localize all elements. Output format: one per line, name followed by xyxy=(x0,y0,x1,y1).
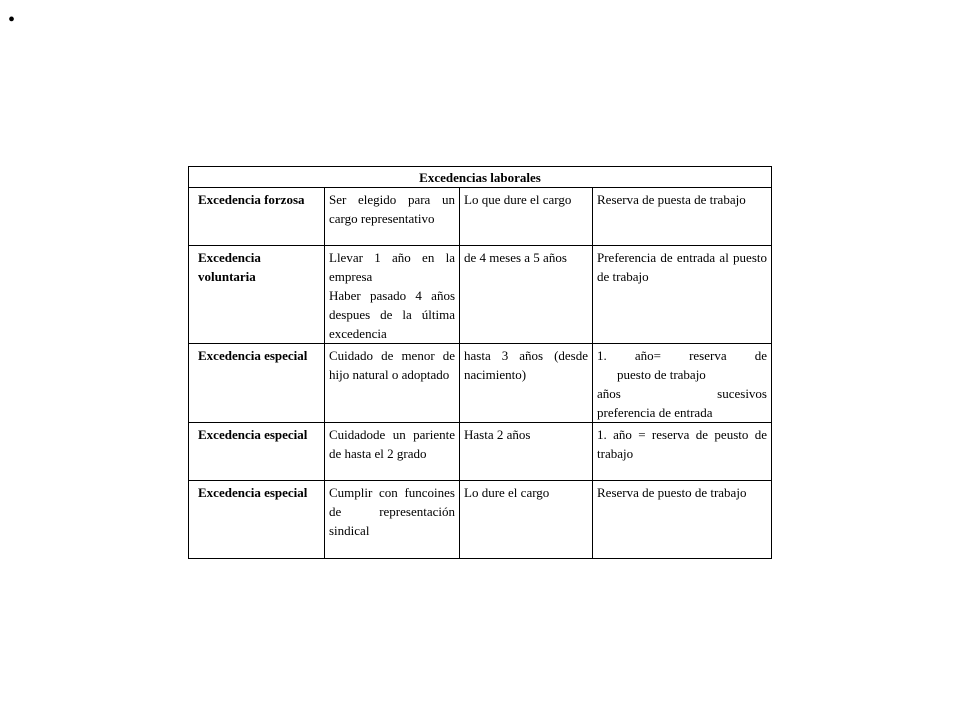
requirement-line: Cuidadode un pariente de hasta el 2 grado xyxy=(329,427,455,461)
table-title: Excedencias laborales xyxy=(189,167,772,188)
right-cell xyxy=(593,344,772,423)
requirement-line: Haber pasado 4 años despues de la última excedencia xyxy=(329,288,455,341)
table-title-row xyxy=(189,167,772,188)
table-row xyxy=(189,246,772,344)
duration-cell: Hasta 2 años xyxy=(460,423,593,481)
right-cell xyxy=(593,481,772,559)
right-line: puesto de trabajo xyxy=(617,367,706,382)
excedencias-table xyxy=(188,166,772,559)
requirement-cell xyxy=(325,344,460,423)
requirement-cell xyxy=(325,246,460,344)
duration-cell: Lo que dure el cargo xyxy=(460,188,593,246)
right-line: 1. año = reserva de peusto de trabajo xyxy=(597,427,767,461)
excedencia-type-cell: Excedencia especial xyxy=(189,344,325,423)
right-line: años sucesivos xyxy=(597,386,767,401)
requirement-line: Ser elegido para un cargo representativo xyxy=(329,192,455,226)
bullet-marker: • xyxy=(8,9,16,31)
table-row xyxy=(189,423,772,481)
table-row xyxy=(189,188,772,246)
excedencia-type-cell: Excedencia especial xyxy=(189,423,325,481)
right-line: preferencia de entrada xyxy=(597,405,713,420)
excedencia-type-cell: Excedencia especial xyxy=(189,481,325,559)
requirement-line: Cumplir con funcoines de representación sindical xyxy=(329,485,455,538)
requirement-cell xyxy=(325,188,460,246)
requirement-cell xyxy=(325,481,460,559)
right-cell xyxy=(593,246,772,344)
right-line: Preferencia de entrada al puesto de trabajo xyxy=(597,250,767,284)
table-row xyxy=(189,481,772,559)
right-cell xyxy=(593,188,772,246)
requirement-line: Cuidado de menor de hijo natural o adoptado xyxy=(329,348,455,382)
duration-cell: Lo dure el cargo xyxy=(460,481,593,559)
excedencia-type-cell: Excedencia forzosa xyxy=(189,188,325,246)
duration-cell: de 4 meses a 5 años xyxy=(460,246,593,344)
right-line: Reserva de puesta de trabajo xyxy=(597,192,746,207)
right-line: Reserva de puesto de trabajo xyxy=(597,485,747,500)
excedencia-type-cell: Excedencia voluntaria xyxy=(189,246,325,344)
right-cell xyxy=(593,423,772,481)
requirement-line: Llevar 1 año en la empresa xyxy=(329,250,455,284)
duration-cell: hasta 3 años (desde nacimiento) xyxy=(460,344,593,423)
table-row xyxy=(189,344,772,423)
right-line: 1. año= reserva de xyxy=(597,348,767,363)
requirement-cell xyxy=(325,423,460,481)
